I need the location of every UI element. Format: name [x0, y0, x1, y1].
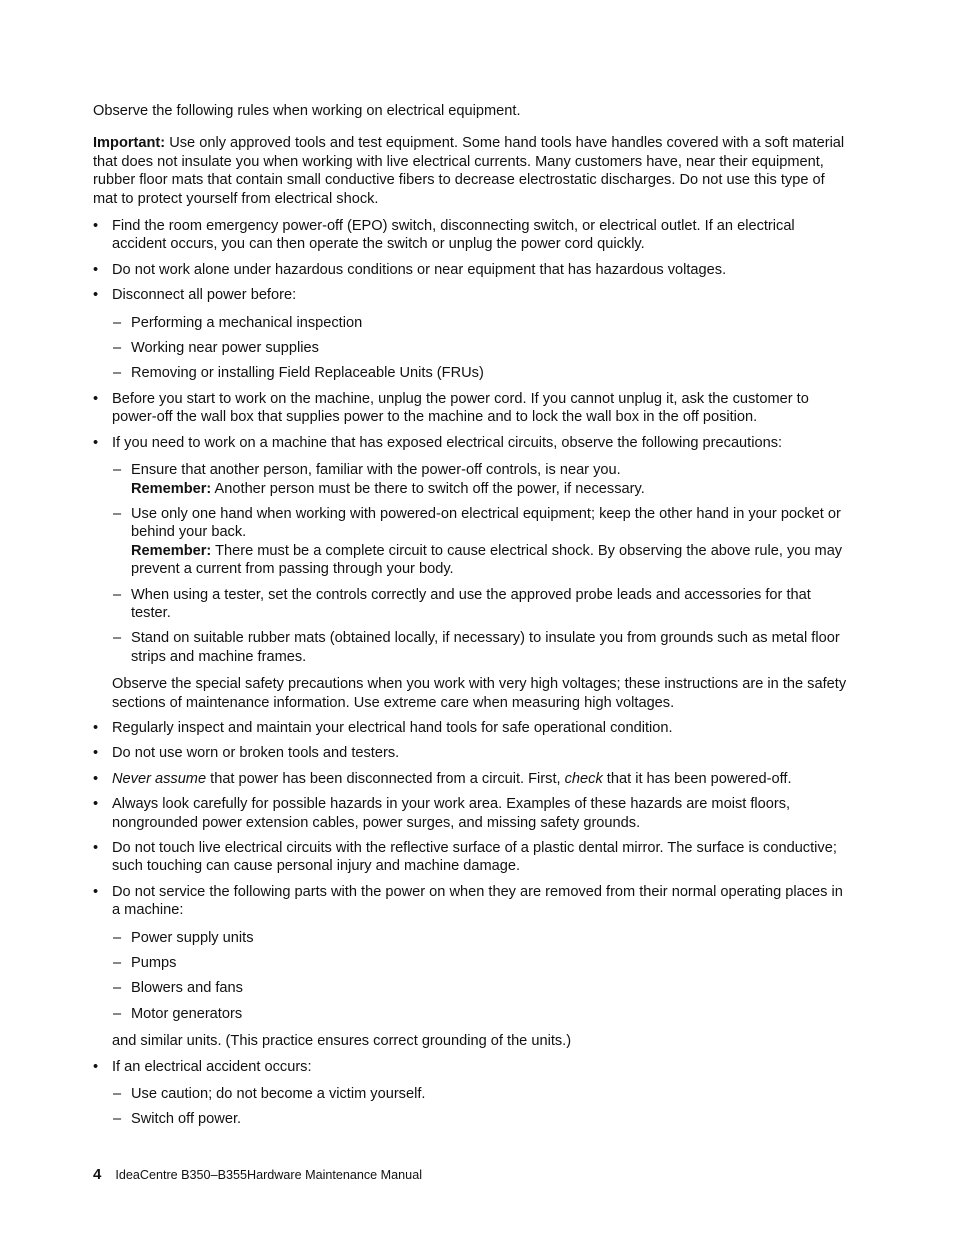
remember-text: Another person must be there to switch off the power, if necessary.: [211, 480, 645, 497]
grounding-note: and similar units. (This practice ensures correct grounding of the units.): [112, 1033, 572, 1050]
sub-list-item: – Pumps: [112, 954, 853, 972]
sub-list: [112, 929, 853, 1024]
safety-rules-list: [93, 217, 853, 1129]
important-note: [93, 134, 853, 208]
list-item: [93, 1058, 853, 1129]
sub-list-item: – When using a tester, set the controls correctly and use the approved probe leads and accessories for that tester.: [112, 586, 853, 623]
list-item: [93, 719, 853, 737]
sub-list: [112, 314, 853, 383]
remember-text: There must be a complete circuit to cause electrical shock. By observing the above rule, you may prevent a current from passing through your body.: [131, 542, 843, 578]
emphasis-never-assume: Never assume: [112, 770, 207, 787]
sub-list-item: – Removing or installing Field Replaceable Units (FRUs): [112, 364, 853, 382]
list-item: [93, 839, 853, 876]
rule-text: Do not work alone under hazardous conditions or near equipment that has hazardous voltages.: [112, 261, 727, 278]
rule-text: If you need to work on a machine that has exposed electrical circuits, observe the following precautions:: [112, 434, 783, 451]
list-item: [93, 744, 853, 762]
remember-label: Remember:: [131, 542, 212, 559]
rule-text: Before you start to work on the machine, unplug the power cord. If you cannot unplug it, ask the customer to power-off the wall box that supplies power to the machine and to lock the wall box in the off position.: [112, 390, 809, 426]
sub-list-item: – Switch off power.: [112, 1110, 853, 1128]
sub-list-item: – Blowers and fans: [112, 979, 853, 997]
sub-list-item: – Power supply units: [112, 929, 853, 947]
sub-list: [112, 461, 853, 666]
sub-list-item: – Stand on suitable rubber mats (obtained locally, if necessary) to insulate you from grounds such as metal floor strips and machine frames.: [112, 629, 853, 666]
sub-list-item: [112, 461, 853, 498]
sub-item-text: Use only one hand when working with powered-on electrical equipment; keep the other hand in your pocket or behind your back.: [131, 505, 841, 541]
sub-list-item: – Working near power supplies: [112, 339, 853, 357]
remember-label: Remember:: [131, 480, 212, 497]
important-label: Important:: [93, 135, 166, 152]
page-footer: [93, 1166, 422, 1184]
list-item: [93, 434, 853, 712]
page-content: [93, 102, 853, 1136]
list-item: [93, 770, 853, 788]
sub-list: [112, 1085, 853, 1129]
list-item: [93, 261, 853, 279]
list-item: [93, 286, 853, 383]
list-item: [93, 390, 853, 427]
rule-text: Find the room emergency power-off (EPO) switch, disconnecting switch, or electrical outlet. If an electrical accident occurs, you can then operate the switch or unplug the power cord quickly.: [112, 218, 795, 253]
emphasis-check: check: [564, 770, 603, 787]
high-voltage-note: Observe the special safety precautions when you work with very high voltages; these instructions are in the safety sections of maintenance information. Use extreme care when measuring high voltages.: [112, 676, 847, 711]
sub-item-text: Ensure that another person, familiar with the power-off controls, is near you.: [131, 462, 621, 479]
sub-list-item: [112, 505, 853, 579]
rule-text: Do not use worn or broken tools and testers.: [112, 745, 400, 762]
rule-text: that power has been disconnected from a circuit. First,: [206, 770, 565, 787]
manual-title: IdeaCentre B350–B355Hardware Maintenance Manual: [115, 1168, 422, 1182]
rule-text: Disconnect all power before:: [112, 287, 297, 304]
list-item: [93, 217, 853, 254]
page-number: 4: [93, 1166, 102, 1183]
sub-list-item: – Motor generators: [112, 1005, 853, 1023]
sub-list-item: – Use caution; do not become a victim yourself.: [112, 1085, 853, 1103]
remember-note: [131, 480, 853, 498]
rule-text: If an electrical accident occurs:: [112, 1058, 312, 1075]
rule-text: Do not service the following parts with the power on when they are removed from their normal operating places in a machine:: [112, 883, 843, 919]
sub-list-item: – Performing a mechanical inspection: [112, 314, 853, 332]
list-item: [93, 795, 853, 832]
important-text: Use only approved tools and test equipment. Some hand tools have handles covered with a soft material that does not insulate you when working with live electrical currents. Many customers have, near their equipment, rubber floor mats that contain small conductive fibers to decrease electrostatic discharges. Do not use this type of mat to protect yourself from electrical shock.: [93, 135, 845, 207]
list-item: [93, 883, 853, 1051]
rule-text: Always look carefully for possible hazards in your work area. Examples of these hazards are moist floors, nongrounded power extension cables, power surges, and missing safety grounds.: [112, 796, 791, 831]
rule-text: Regularly inspect and maintain your electrical hand tools for safe operational condition.: [112, 719, 673, 736]
rule-text: that it has been powered-off.: [602, 770, 792, 787]
rule-text: Do not touch live electrical circuits with the reflective surface of a plastic dental mirror. The surface is conductive; such touching can cause personal injury and machine damage.: [112, 840, 837, 875]
intro-paragraph: Observe the following rules when working on electrical equipment.: [93, 103, 521, 119]
remember-note: [131, 542, 853, 579]
